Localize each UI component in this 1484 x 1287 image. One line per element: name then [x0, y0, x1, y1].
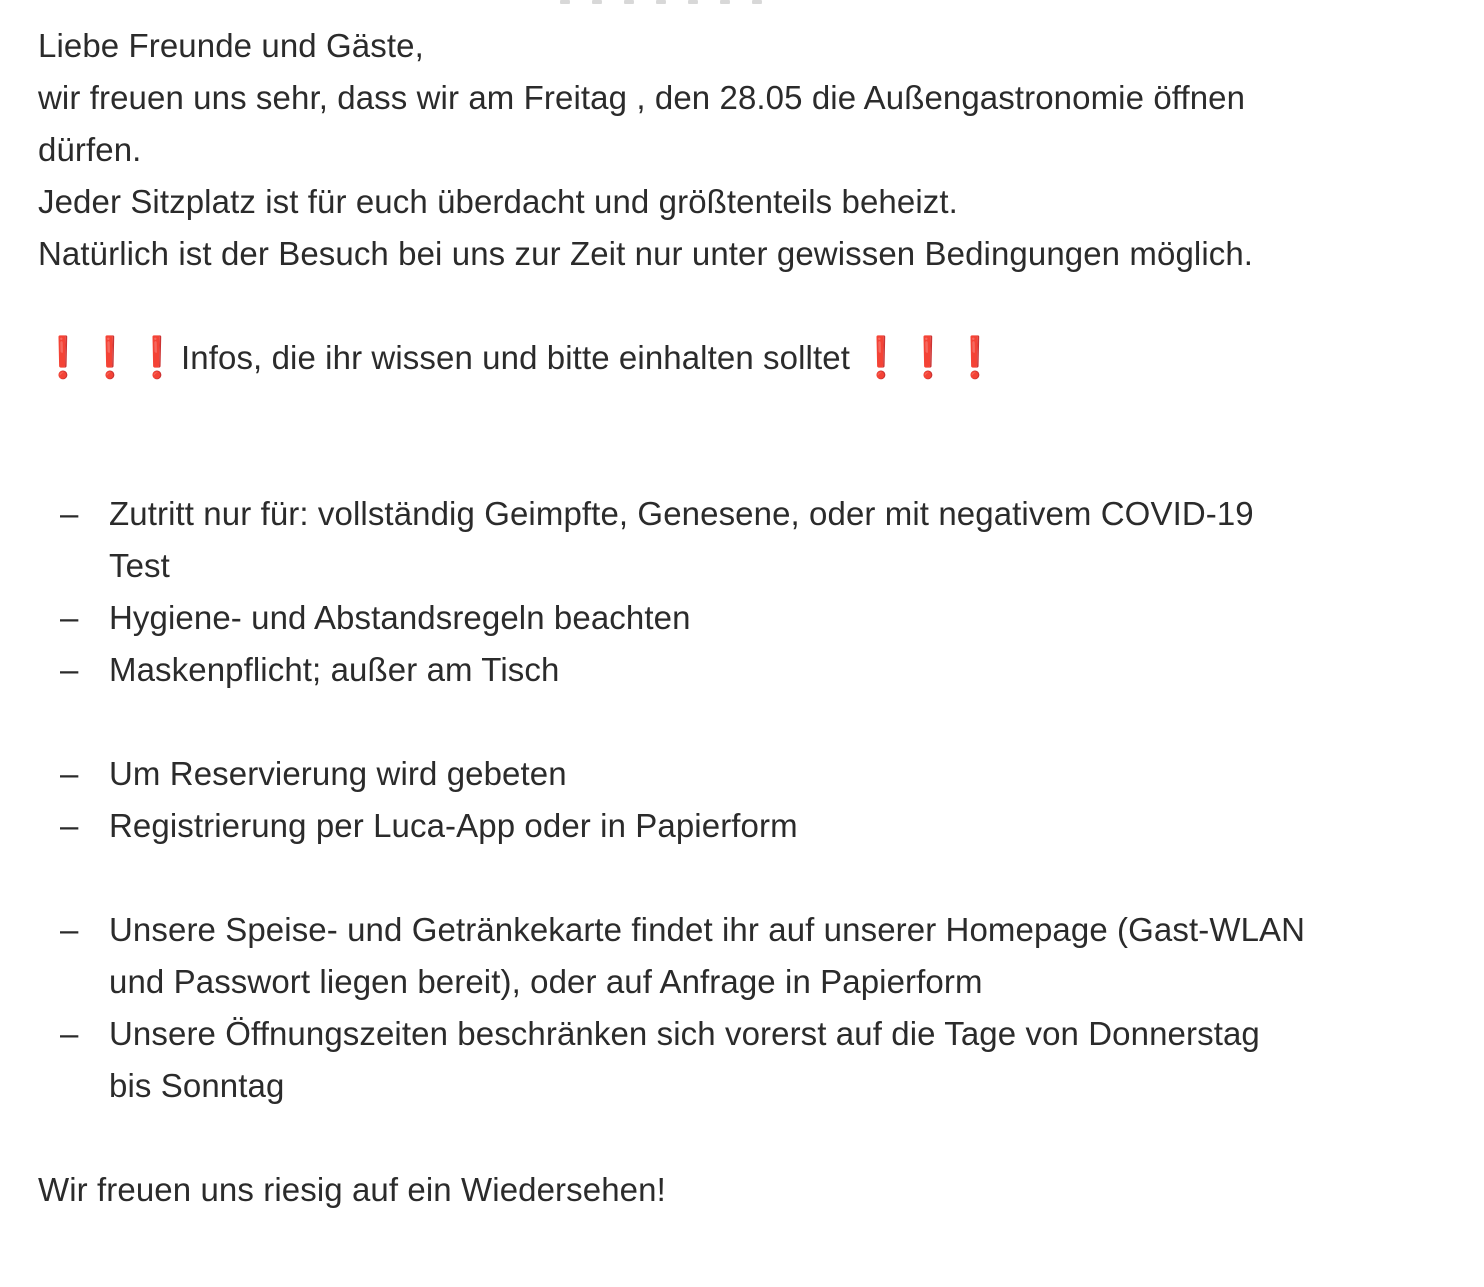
rule-text-continued: und Passwort liegen bereit), oder auf Anfrage in Papierform — [109, 963, 983, 1000]
list-item — [38, 1008, 1469, 1112]
exclamation-icon: ❗ — [38, 336, 88, 380]
exclamation-icon: ❗ — [902, 336, 953, 380]
rule-text-continued: Test — [109, 547, 170, 584]
dash-bullet: – — [60, 911, 79, 948]
dash-bullet: – — [60, 495, 79, 532]
intro-line-2: dürfen. — [38, 131, 142, 168]
exclamation-icon: ❗ — [132, 336, 182, 380]
warning-text: Infos, die ihr wissen und bitte einhalten solltet — [181, 339, 850, 376]
intro-line-1: wir freuen uns sehr, dass wir am Freitag , den 28.05 die Außengastronomie öffnen — [38, 79, 1246, 116]
rules-list-2 — [38, 748, 1468, 852]
exclamation-icon: ❗ — [855, 336, 906, 380]
spacer — [38, 384, 1468, 488]
spacer — [38, 280, 1468, 332]
rules-list-3 — [38, 904, 1468, 1112]
greeting: Liebe Freunde und Gäste, — [38, 27, 424, 64]
rules-list-1 — [38, 488, 1468, 696]
spacer — [38, 852, 1468, 904]
closing-text: Wir freuen uns riesig auf ein Wiedersehen! — [38, 1171, 666, 1208]
rule-text: Unsere Öffnungszeiten beschränken sich vorerst auf die Tage von Donnerstag — [109, 1015, 1260, 1052]
list-item — [38, 800, 1469, 852]
dash-bullet: – — [60, 651, 79, 688]
rule-text: Um Reservierung wird gebeten — [109, 755, 567, 792]
intro-line-4: Natürlich ist der Besuch bei uns zur Zeit nur unter gewissen Bedingungen möglich. — [38, 235, 1254, 272]
rule-text-continued: bis Sonntag — [109, 1067, 285, 1104]
dash-bullet: – — [60, 1015, 79, 1052]
rule-text: Unsere Speise- und Getränkekarte findet ihr auf unserer Homepage (Gast-WLAN — [109, 911, 1306, 948]
list-item — [38, 748, 1469, 800]
list-item — [38, 644, 1469, 696]
dash-bullet: – — [60, 599, 79, 636]
rule-text: Zutritt nur für: vollständig Geimpfte, Genesene, oder mit negativem COVID-19 — [109, 495, 1254, 532]
spacer — [38, 1112, 1468, 1164]
list-item — [38, 592, 1469, 644]
cropped-top-text — [560, 0, 860, 4]
exclamation-icon: ❗ — [949, 336, 1000, 380]
rule-text: Registrierung per Luca-App oder in Papierform — [109, 807, 798, 844]
dash-bullet: – — [60, 755, 79, 792]
rule-text: Hygiene- und Abstandsregeln beachten — [109, 599, 691, 636]
warning-heading — [38, 332, 1468, 384]
list-item — [38, 904, 1469, 1008]
list-item — [38, 488, 1469, 592]
exclamation-icon: ❗ — [85, 336, 135, 380]
intro-line-3: Jeder Sitzplatz ist für euch überdacht und größtenteils beheizt. — [38, 183, 958, 220]
rule-text: Maskenpflicht; außer am Tisch — [109, 651, 560, 688]
spacer — [38, 696, 1468, 748]
dash-bullet: – — [60, 807, 79, 844]
announcement-text — [38, 20, 1468, 1216]
